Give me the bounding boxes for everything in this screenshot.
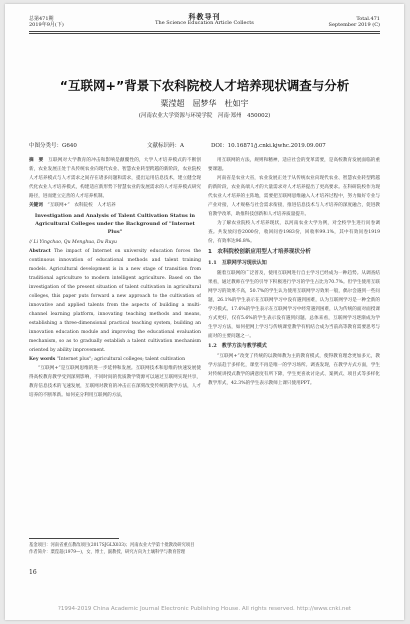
journal-name-en: The Science Education Article Collects	[155, 20, 254, 26]
paragraph-3: 为了解农业院校人才培养现状，以河南农业大学为例，对全校学生进行问卷调查。共发放问卷2000份，收回问卷1983份，回收率99.1%，其中有效问卷1919份，有效率达96.8%。	[208, 221, 380, 244]
left-column	[29, 156, 201, 534]
paragraph-2: 河南省是农业大省，农业发展正处于从传统农业向现代农业、智慧农业转型跨越的新阶段，农业高端人才的大量需求对人才培养提出了更高要求。在科研院校作为现代农业人才培养的主阵地，需要把互联网思维融入人才培养过程中，努力做好专业与产业对接，人才规格与社会需求衔接，推进信息技术与人才培养的深度融合，促进教育教学改革，助推科技创新和人才培养质量提升。	[208, 176, 380, 217]
page-number: 16	[29, 569, 37, 576]
keywords-en: "Internet plus"; agricultural colleges; talent cultivation	[56, 357, 186, 362]
journal-logo: 科教导刊	[188, 12, 221, 21]
header-issue-en: Total.471	[356, 16, 380, 22]
footnote-fund: 基金项目：河南省重点教改项目(2017SJGLX033)；河南农业大学第十批教改研究项目	[29, 543, 195, 548]
abstract-en: The impact of Internet on university education forces the continuous innovation of educational methods and talent training models. Agricultural development is in a new stage of transition from traditional agriculture to modern intelligent agriculture. Based on the investigation of the present situation of talent cultivation in agricultural colleges, this paper puts forward a new approach to the cultivation of innovative and applied talents from the aspects of building a multi-channel learning platform, innovating teaching methods and means, establishing a three-dimensional practical teaching system, building an innovation education module and improving the educational evaluation mechanism, so as to gradually establish a talent cultivation mechanism oriented by ability improvement.	[29, 249, 201, 353]
title-en: Investigation and Analysis of Talent Cultivation Status in Agricultural Colleges under the Background of "Internet Plus"	[34, 213, 196, 235]
document-code: 文献标识码：A	[147, 143, 184, 149]
article-title: “互联网+”背景下农科院校人才培养现状调查与分析	[59, 78, 350, 93]
keywords-en-label: Key words	[29, 357, 56, 362]
header-right	[329, 16, 380, 28]
right-column	[208, 156, 380, 536]
intro-paragraph: “互联网+”是互联网思维的进一步延伸和发展。互联网技术和思维的快速发展使得高校教育教学受到深刻影响，不同时间的优质教学资源可以通过互联网实现共享，教育信息技术的飞速发展，互联网对教育的冲击正在深刻改变传统的教学方法，人才培养的不断革新。如何充分利用互联网的方法，	[29, 366, 201, 398]
copyright-footer: ?1994-2019 China Academic Journal Electronic Publishing House. All rights reserved. http://www.cnki.net	[57, 606, 352, 612]
paragraph-5: “互联网+”改变了传统的以教师教为主的教育模式，使得教育理念更加多元，教学方法趋于多样化，课堂不再是唯一的学习场所。调查发现，在教学方式方面，学生对传统讲授式教学的满意度有所下降，学生更喜欢讨论式、案例式、项目式等多样化教学形式，42.3%的学生表示教师上课只使用PPT。	[208, 354, 380, 386]
header-date-en: September 2019 (C)	[328, 22, 380, 28]
header-rule-thin	[29, 33, 380, 34]
article-authors: 粟滢超 屈梦华 杜如宇	[160, 99, 249, 108]
header-issue-cn: 总第471期	[29, 16, 54, 22]
footnote-rule	[29, 538, 119, 539]
footnote	[29, 542, 229, 556]
abstract-label: 摘 要	[29, 158, 44, 163]
subsection-heading-1-1: 1.1 互联网学习现状认知	[208, 260, 267, 266]
clc-number: 中图分类号：G640	[29, 143, 77, 149]
header-rule	[29, 31, 380, 32]
paragraph-1: 用互联网的方法，规则和精神，适应社会的变革需要，是高校教育发展面临的重要课题。	[208, 158, 380, 172]
authors-en: // Li Yingchao, Qu Menghua, Du Ruyu	[29, 240, 117, 245]
abstract-cn: 互联网对大学教育的冲击和影响是颠覆性的，大学人才培养模式的不断创新，农业发展正处于从传统农业向现代农业、智慧农业转型跨越的新阶段，农业院校人才培养模式与人才需求之间存在诸多问题和需求，提出运用信息技术，建立健全现代化农业人才培养模式，构建适应新形势下智慧农业的发展需求的人才培养模式研究路径，进而建立完善的人才培养机制。	[29, 158, 201, 199]
paragraph-4: 随着互联网的广泛普及，使用互联网进行自主学习已经成为一种趋势。从调查结果看，通过教师在学生的引导下积极进行学习的学生占比为70.7%。但学生使用互联网学习的效果不高，50.7%的学生认为使用互联网学习效果一般，偶尔会遇到一些问题，26.1%的学生表示在互联网学习中没有遇到困难，认为互联网学习是一种全新的学习模式。17.6%的学生表示在互联网学习中经常遇到困难，认为传统的面对面授课方式更好，仅有5.6%的学生表示没有遇到问题。总体来看，互联网学习逐渐成为学生学习方法，如何把网上学习与传统课堂教学有机结合成为当前高等教育需要思考与面对的主要问题之一。	[208, 271, 380, 339]
footnote-bio: 作者简介：粟滢超(1979—)，女，博士，副教授，研究方向为土壤科学与教育管理	[29, 550, 186, 555]
header-date-cn: 2019年9月(下)	[29, 22, 64, 28]
subsection-heading-1-2: 1.2 教学方法与教学模式	[208, 343, 267, 349]
keywords-label: 关键词	[29, 203, 43, 208]
keywords-cn: “互联网+” 农科院校 人才培养	[47, 203, 116, 208]
section-heading-1: 1 农科院校创新应用型人才培养现状分析	[208, 249, 311, 255]
abstract-en-label: Abstract	[29, 249, 51, 254]
article-affiliation: (河南农业大学资源与环境学院 河南·郑州 450002)	[138, 113, 271, 119]
journal-page	[5, 4, 404, 620]
doi: DOI：10.16871/j.cnki.kjwhc.2019.09.007	[211, 143, 326, 149]
